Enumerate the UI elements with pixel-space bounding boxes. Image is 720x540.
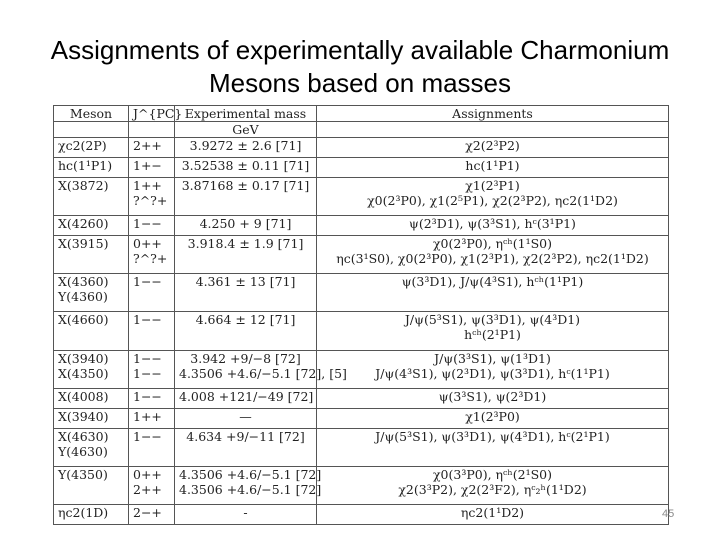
cell-meson [54,408,129,428]
cell-mass-line: 3.9272 ± 2.6 [71] [189,138,302,153]
cell-meson [54,157,129,177]
header-row [54,106,669,122]
unit-empty-1 [54,122,129,138]
cell-mass [175,388,317,408]
title-line-2: Mesons based on masses [208,68,512,98]
table-row [54,428,669,466]
table-row [54,138,669,158]
cell-jpc-line: 2−+ [133,505,162,521]
table-row [54,350,669,388]
cell-mass [175,350,347,388]
unit-empty-3 [317,122,669,138]
cell-assignment-line: J/ψ(5³S1), ψ(3³D1), ψ(4³D1) [404,312,581,328]
cell-mass-line: 4.664 ± 12 [71] [195,312,296,328]
cell-assignment-line: ηc(3¹S0), χ0(2³P0), χ1(2³P1), χ2(2³P2), ηc2(1¹D2) [336,250,649,266]
cell-jpc-line: ?^?+ [133,192,168,208]
cell-mass-line: 4.250 + 9 [71] [199,215,292,231]
cell-assignment-line: χ1(2³P0) [465,408,520,424]
cell-jpc-line: 2++ [133,138,162,153]
table-row [54,505,669,525]
cell-assignment-line: J/ψ(5³S1), ψ(3³D1), ψ(4³D1), hᶜ(2¹P1) [375,428,610,444]
cell-jpc [129,408,175,428]
cell-jpc [129,157,175,177]
cell-meson [54,235,129,273]
cell-assignment-line: J/ψ(4³S1), ψ(2³D1), ψ(3³D1), hᶜ(1¹P1) [375,365,610,381]
table-header [54,106,669,138]
cell-jpc [129,138,175,158]
cell-jpc [129,388,175,408]
cell-assignment [317,138,669,158]
unit-row [54,122,669,138]
cell-assignment-line: χ2(2³P2) [465,138,520,153]
cell-jpc-line: 1+− [133,157,162,173]
cell-assignment [317,235,669,273]
cell-mass [175,505,317,525]
cell-meson-line: X(4630) [58,428,109,444]
cell-meson [54,505,129,525]
cell-jpc [129,350,175,388]
header-assignments: Assignments [317,106,669,122]
cell-assignment [317,274,669,312]
cell-assignment [317,215,669,235]
cell-meson-line: χc2(2P) [58,138,107,153]
cell-meson-line: Y(4360) [58,289,108,304]
cell-assignment [317,505,669,525]
cell-meson [54,215,129,235]
cell-jpc [129,215,175,235]
cell-mass-line: — [239,408,252,424]
table-row [54,466,669,504]
cell-meson-line: X(3940) [58,350,109,366]
cell-assignment-line: χ1(2³P1) [465,177,520,193]
cell-meson [54,274,129,312]
title-line-1: Assignments of experimentally available Charmonium [50,35,670,65]
table-row [54,157,669,177]
cell-assignment [317,388,669,408]
cell-meson-line: X(3940) [58,408,109,424]
header-jpc: J^{PC} [129,106,175,122]
cell-meson [54,138,129,158]
cell-jpc-line: 1−− [133,274,162,289]
unit-empty-2 [129,122,175,138]
cell-jpc [129,312,175,350]
cell-jpc [129,466,175,504]
table-row [54,312,669,350]
cell-meson-line: Y(4630) [58,443,108,459]
cell-mass [175,138,317,158]
cell-jpc-line: 1−− [133,365,162,381]
cell-mass-line: 4.3506 +4.6/−5.1 [72] [179,481,322,497]
cell-meson [54,350,129,388]
cell-assignment-line: χ0(2³P0), χ1(2⁵P1), χ2(2³P2), ηc2(1¹D2) [367,192,618,208]
mass-unit: GeV [175,122,317,138]
cell-assignment-line: ηc2(1¹D2) [460,505,525,521]
cell-mass [175,408,317,428]
cell-mass [175,466,322,504]
charmonium-assignment-table [53,105,669,525]
cell-meson-line: ηc2(1D) [58,505,109,521]
cell-mass [175,312,317,350]
cell-assignment-line: hc(1¹P1) [465,157,520,173]
cell-meson [54,388,129,408]
cell-mass-line: 3.87168 ± 0.17 [71] [181,177,310,193]
cell-jpc [129,505,175,525]
cell-jpc [129,177,175,215]
cell-assignment-line: χ0(2³P0), ηᶜʰ(1¹S0) [432,235,552,251]
slide-number: 45 [662,508,675,520]
slide-title [0,34,720,100]
cell-mass-line: 4.361 ± 13 [71] [195,274,296,289]
cell-assignment-line: χ0(3³P0), ηᶜʰ(2¹S0) [432,466,552,482]
table-row [54,215,669,235]
cell-jpc-line: 1++ [133,408,162,424]
cell-jpc [129,428,175,466]
cell-jpc-line: 1++ [133,177,162,193]
cell-meson-line: X(4260) [58,215,109,231]
cell-assignment [317,177,669,215]
cell-assignment-line: ψ(3³D1), J/ψ(4³S1), hᶜʰ(1¹P1) [401,274,584,289]
cell-jpc-line: 0++ [133,235,162,251]
cell-mass-line: 3.52538 ± 0.11 [71] [181,157,310,173]
cell-meson-line: X(4360) [58,274,109,289]
cell-assignment-line: ψ(2³D1), ψ(3³S1), hᶜ(3¹P1) [409,215,576,231]
cell-assignment-line: ψ(3³S1), ψ(2³D1) [438,388,547,404]
cell-meson-line: X(4350) [58,365,109,381]
cell-jpc-line: 1−− [133,388,162,404]
table-row [54,177,669,215]
cell-mass-line: 4.3506 +4.6/−5.1 [72], [5] [179,365,347,381]
cell-jpc [129,235,175,273]
cell-assignment [317,428,669,466]
cell-mass [175,428,317,466]
cell-meson-line: X(3872) [58,177,109,193]
cell-jpc-line: 0++ [133,466,162,482]
cell-mass [175,274,317,312]
header-meson: Meson [54,106,129,122]
cell-mass-line: 4.3506 +4.6/−5.1 [72] [179,466,322,482]
cell-jpc-line: ?^?+ [133,250,168,266]
cell-meson [54,177,129,215]
header-mass: Experimental mass [175,106,317,122]
cell-meson-line: Y(4350) [58,466,108,482]
cell-mass-line: 4.634 +9/−11 [72] [186,428,305,444]
cell-mass [175,177,317,215]
table-row [54,235,669,273]
cell-meson-line: X(4008) [58,388,109,404]
table-row [54,408,669,428]
cell-assignment-line: χ2(3³P2), χ2(2³F2), ηᶜ₂ʰ(1¹D2) [398,481,587,497]
table-body [54,138,669,525]
cell-jpc-line: 1−− [133,350,162,366]
cell-assignment [317,466,669,504]
cell-jpc-line: 2++ [133,481,162,497]
table-row [54,388,669,408]
cell-mass-line: 4.008 +121/−49 [72] [179,388,314,404]
cell-meson-line: X(3915) [58,235,109,251]
table-row [54,274,669,312]
cell-assignment-line: hᶜʰ(2¹P1) [464,327,521,343]
cell-mass [175,215,317,235]
cell-jpc [129,274,175,312]
cell-jpc-line: 1−− [133,312,162,328]
cell-mass [175,235,317,273]
cell-assignment [317,350,669,388]
cell-meson-line: X(4660) [58,312,109,328]
cell-assignment [317,157,669,177]
cell-meson [54,466,129,504]
cell-mass-line: 3.942 +9/−8 [72] [190,350,301,366]
cell-assignment-line: J/ψ(3³S1), ψ(1³D1) [434,350,551,366]
cell-assignment [317,408,669,428]
cell-mass-line: - [243,505,248,521]
cell-meson [54,312,129,350]
cell-jpc-line: 1−− [133,428,162,444]
cell-mass-line: 3.918.4 ± 1.9 [71] [187,235,304,251]
cell-jpc-line: 1−− [133,215,162,231]
cell-meson [54,428,129,466]
cell-assignment [317,312,669,350]
cell-meson-line: hc(1¹P1) [58,157,113,173]
cell-mass [175,157,317,177]
